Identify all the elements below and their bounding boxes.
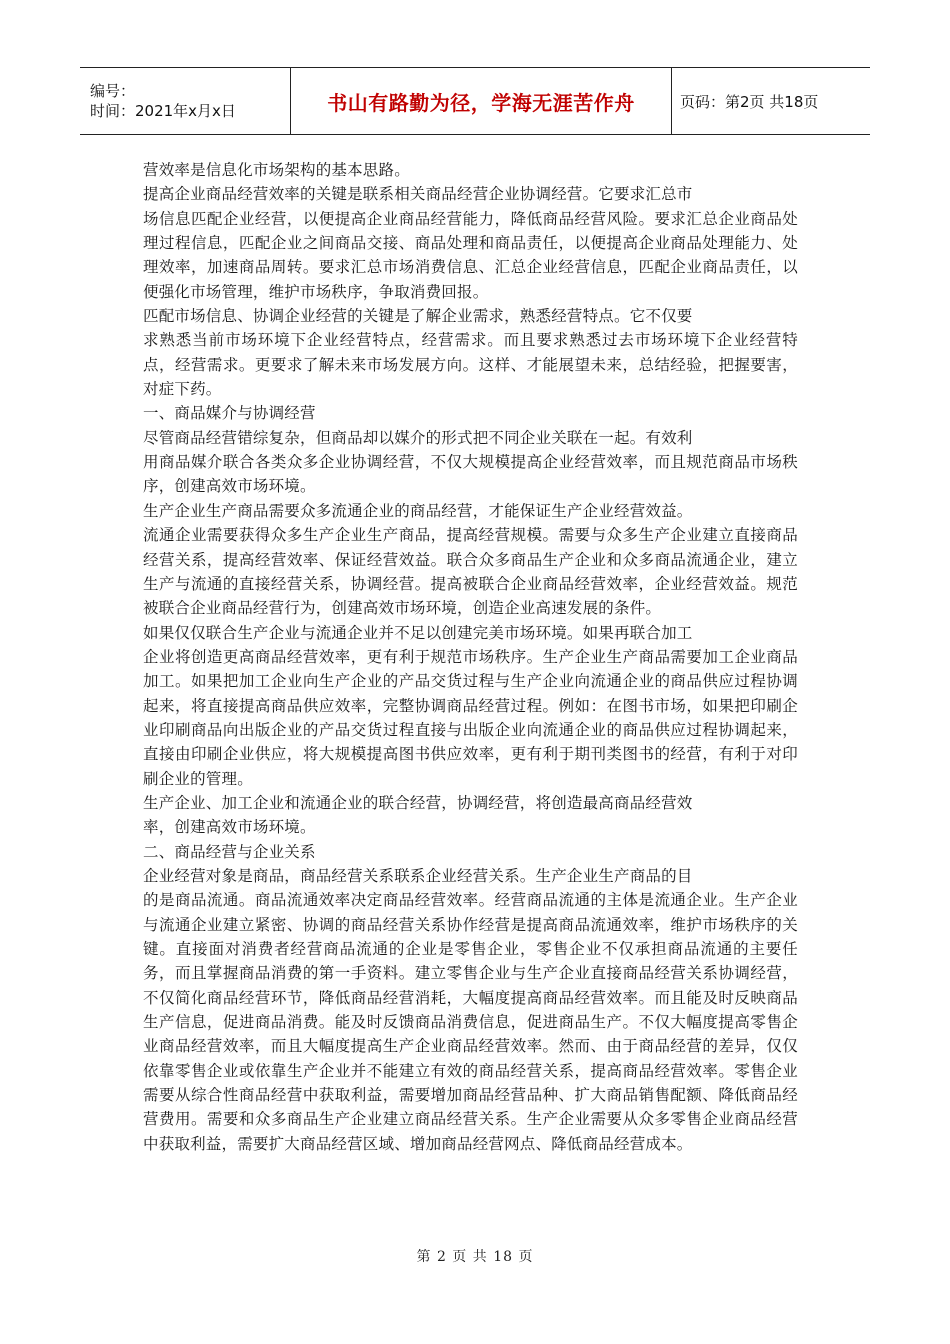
document-time-label: 时间：2021年x月x日: [90, 102, 236, 120]
paragraph: 提高企业商品经营效率的关键是联系相关商品经营企业协调经营。它要求汇总市: [143, 185, 693, 204]
paragraph: 尽管商品经营错综复杂，但商品却以媒介的形式把不同企业关联在一起。有效利: [143, 428, 693, 447]
paragraph: 企业将创造更高商品经营效率，更有利于规范市场秩序。生产企业生产商品需要加工企业商品加工。如果把加工企业向生产企业的产品交货过程与生产企业向流通企业的商品供应过程协调起来，将直接提高商品供应效率，完整协调商品经营过程。例如：在图书市场，如果把印刷企业印刷商品向出版企业的产品交货过程直接与出版企业向流通企业的商品供应过程协调起来，直接由印刷企业供应，将大规模提高图书供应效率，更有利于期刊类图书的经营，有利于对印刷企业的管理。: [143, 647, 798, 788]
paragraph: 场信息匹配企业经营，以便提高企业商品经营能力，降低商品经营风险。要求汇总企业商品处理过程信息，匹配企业之间商品交接、商品处理和商品责任，以便提高企业商品处理能力、处理效率，加速商品周转。要求汇总市场消费信息、汇总企业经营信息，匹配企业商品责任，以便强化市场管理，维护市场秩序，争取消费回报。: [143, 209, 798, 301]
header-table: [80, 67, 870, 135]
paragraph: 如果仅仅联合生产企业与流通企业并不足以创建完美市场环境。如果再联合加工: [143, 623, 693, 642]
header-page-info: 页码：第2页 共18页: [680, 92, 819, 111]
section-heading: 一、商品媒介与协调经营: [143, 404, 316, 423]
section-heading: 二、商品经营与企业关系: [143, 842, 316, 861]
paragraph: 的是商品流通。商品流通效率决定商品经营效率。经营商品流通的主体是流通企业。生产企业与流通企业建立紧密、协调的商品经营关系协作经营是提高商品流通效率，维护市场秩序的关键。直接面对消费者经营商品流通的企业是零售企业，零售企业不仅承担商品流通的主要任务，而且掌握商品消费的第一手资料。建立零售企业与生产企业直接商品经营关系协调经营，不仅简化商品经营环节，降低商品经营消耗，大幅度提高商品经营效率。而且能及时反映商品生产信息，促进商品消费。能及时反馈商品消费信息，促进商品生产。不仅大幅度提高零售企业商品经营效率，而且大幅度提高生产企业商品经营效率。然而、由于商品经营的差异，仅仅依靠零售企业或依靠生产企业并不能建立有效的商品经营关系，提高商品经营效率。零售企业需要从综合性商品经营中获取利益，需要增加商品经营品种、扩大商品销售配额、降低商品经营费用。需要和众多商品生产企业建立商品经营关系。生产企业需要从众多零售企业商品经营中获取利益，需要扩大商品经营区域、增加商品经营网点、降低商品经营成本。: [143, 891, 798, 1153]
document-body: [143, 158, 798, 1156]
paragraph: 匹配市场信息、协调企业经营的关键是了解企业需求，熟悉经营特点。它不仅要: [143, 307, 693, 326]
paragraph: 企业经营对象是商品，商品经营关系联系企业经营关系。生产企业生产商品的目: [143, 866, 693, 885]
paragraph: 生产企业、加工企业和流通企业的联合经营，协调经营，将创造最高商品经营效: [143, 793, 693, 812]
header-motto: 书山有路勤为径，学海无涯苦作舟: [291, 68, 672, 135]
document-number-label: 编号：: [90, 82, 136, 100]
paragraph: 用商品媒介联合各类众多企业协调经营，不仅大规模提高企业经营效率，而且规范商品市场秩序，创建高效市场环境。: [143, 453, 798, 496]
paragraph: 率，创建高效市场环境。: [143, 818, 316, 837]
paragraph: 求熟悉当前市场环境下企业经营特点，经营需求。而且要求熟悉过去市场环境下企业经营特点，经营需求。更要求了解未来市场发展方向。这样、才能展望未来，总结经验，把握要害，对症下药。: [143, 331, 798, 399]
header-meta-cell: [80, 68, 291, 135]
paragraph: 流通企业需要获得众多生产企业生产商品，提高经营规模。需要与众多生产企业建立直接商品经营关系，提高经营效率、保证经营效益。联合众多商品生产企业和众多商品流通企业，建立生产与流通的直接经营关系，协调经营。提高被联合企业商品经营效率，企业经营效益。规范被联合企业商品经营行为，创建高效市场环境，创造企业高速发展的条件。: [143, 526, 798, 618]
page-footer: 第 2 页 共 18 页: [416, 1249, 534, 1265]
paragraph: 生产企业生产商品需要众多流通企业的商品经营，才能保证生产企业经营效益。: [143, 501, 693, 520]
paragraph: 营效率是信息化市场架构的基本思路。: [143, 161, 410, 179]
